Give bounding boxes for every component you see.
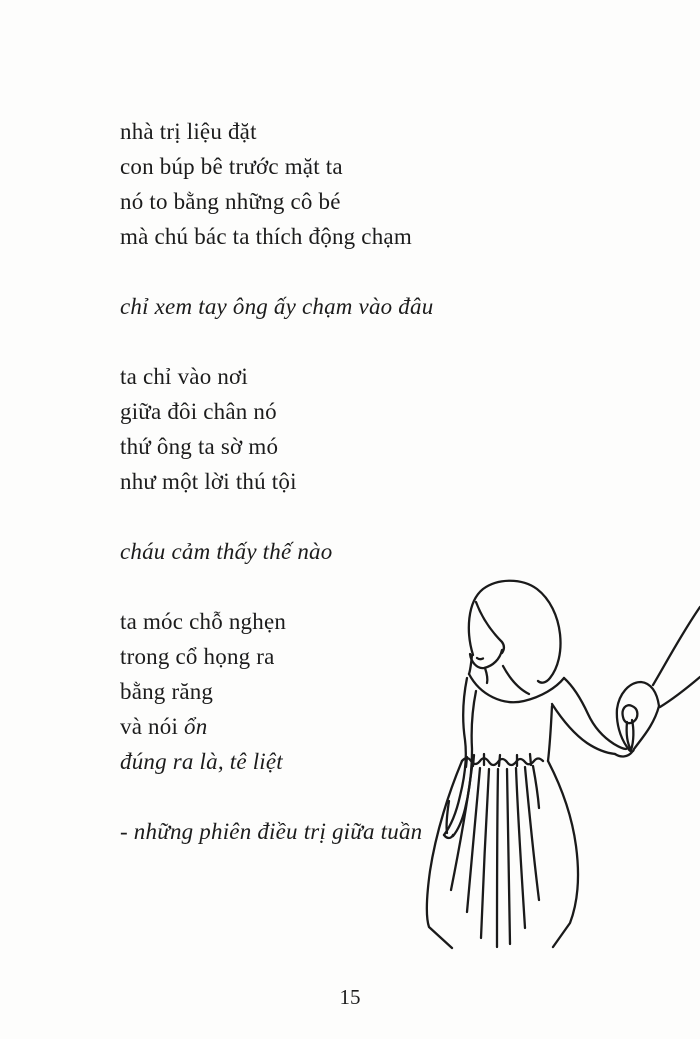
skirt-fold-lines [451, 766, 539, 947]
neck-line [485, 668, 487, 683]
skirt-right-outline [548, 761, 578, 947]
poem-line: con búp bê trước mặt ta [120, 154, 343, 179]
poem-line-fragment: và nói [120, 714, 184, 739]
poem-line-fragment-italic: ổn [184, 714, 208, 739]
girl-fingers-line [615, 752, 632, 756]
poem-line: mà chú bác ta thích động chạm [120, 224, 412, 249]
poem-line: ta chỉ vào nơi [120, 364, 249, 389]
poem-line: ta móc chỗ nghẹn [120, 609, 287, 634]
stanza-1 [120, 114, 433, 254]
stanza-2 [120, 359, 433, 499]
fringe-line [476, 602, 504, 653]
poem-line-refrain: chỉ xem tay ông ấy chạm vào đâu [120, 294, 434, 319]
girl-holding-adult-hand-illustration [410, 570, 700, 960]
face-chin-line [470, 650, 502, 668]
poem-line: nhà trị liệu đặt [120, 119, 257, 144]
poem [120, 114, 433, 884]
poem-line: như một lời thú tội [120, 469, 297, 494]
poem-line: giữa đôi chân nó [120, 399, 277, 424]
poem-line: trong cổ họng ra [120, 644, 275, 669]
adult-thumb-loop-line [623, 705, 638, 723]
page-number: 15 [339, 985, 361, 1009]
bodice-side-line [548, 706, 552, 761]
poem-line: nó to bằng những cô bé [120, 189, 341, 214]
poem-line-mixed [120, 709, 433, 744]
poem-line: bằng răng [120, 679, 214, 704]
adult-arm-upper-line [653, 607, 700, 685]
adult-fingertip-line [627, 720, 634, 750]
poem-line-refrain: cháu cảm thấy thế nào [120, 539, 333, 564]
hair-strand-right-line [503, 666, 529, 694]
poem-line: thứ ông ta sờ mó [120, 434, 279, 459]
mouth-line [477, 658, 483, 659]
adult-arm-lower-line [660, 677, 700, 707]
stanza-3 [120, 604, 433, 779]
right-arm-inner-line [552, 704, 615, 754]
poem-attribution: - những phiên điều trị giữa tuần [120, 819, 423, 844]
poem-line-italic: đúng ra là, tê liệt [120, 749, 283, 774]
